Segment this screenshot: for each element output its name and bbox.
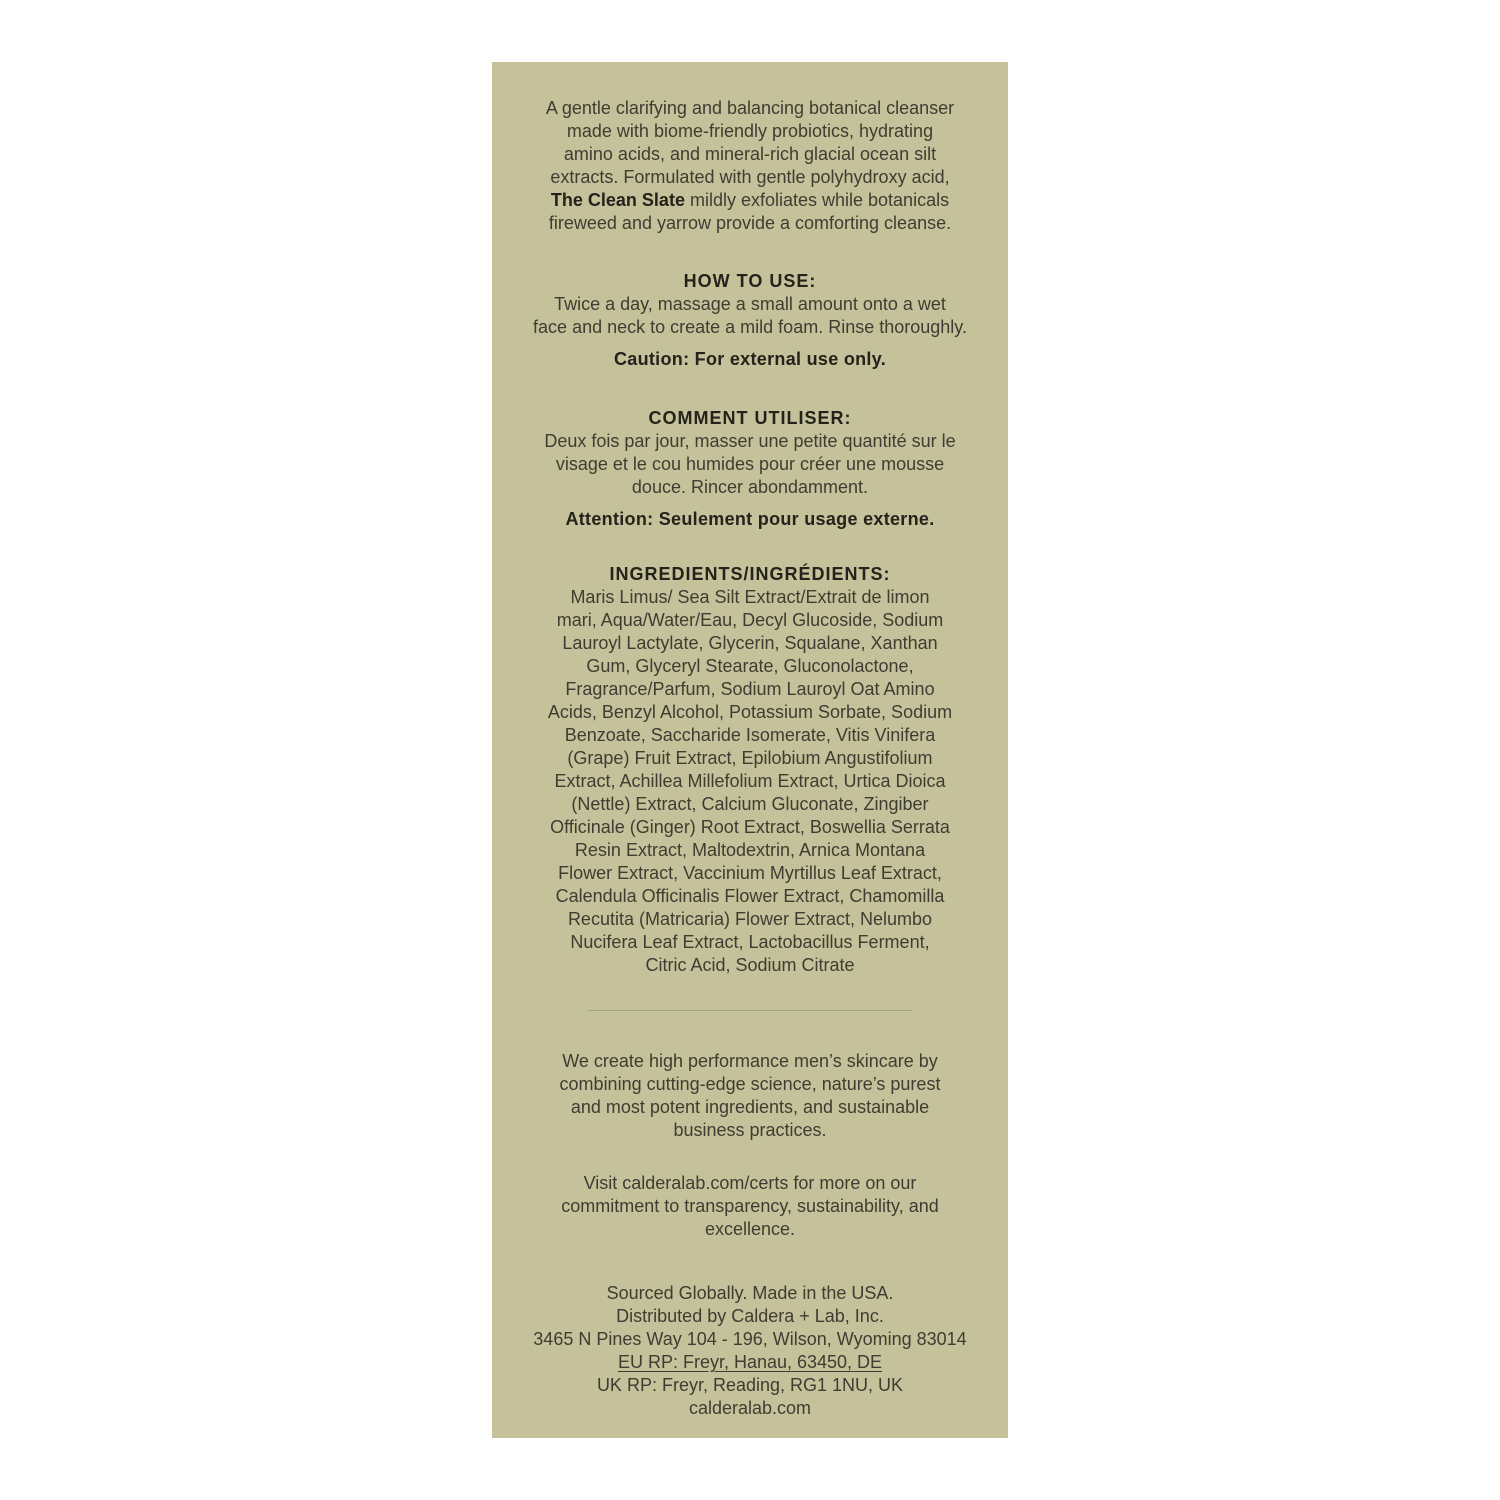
ingredients-list: Maris Limus/ Sea Silt Extract/Extrait de limon mari, Aqua/Water/Eau, Decyl Glucoside, Sodium Lauroyl Lactylate, Glycerin, Squalane, Xanthan Gum, Glyceryl Stearate, Gluconolactone, Fragrance/Parfum, Sodium Lauroyl Oat Amino Acids, Benzyl Alcohol, Potassium Sorbate, Sodium Benzoate, Saccharide Isomerate, Vitis Vinifera (Grape) Fruit Extract, Epilobium Angustifolium Extract, Achillea Millefolium Extract, Urtica Dioica (Nettle) Extract, Calcium Gluconate, Zingiber Officinale (Ginger) Root Extract, Boswellia Serrata Resin Extract, Maltodextrin, Arnica Montana Flower Extract, Vaccinium Myrtillus Leaf Extract, Calendula Officinalis Flower Extract, Chamomilla Recutita (Matricaria) Flower Extract, Nelumbo Nucifera Leaf Extract, Lactobacillus Ferment, Citric Acid, Sodium Citrate (547, 587, 953, 975)
mission-statement: We create high performance men’s skincare by combining cutting-edge science, nature’s purest and most potent ingredients, and sustainable business practices. (559, 1051, 941, 1140)
caution-note: Caution: For external use only. (613, 349, 886, 369)
product-back-label-panel (492, 62, 1008, 1438)
eu-rp-line: EU RP: Freyr, Hanau, 63450, DE (617, 1352, 883, 1372)
product-description (492, 97, 1008, 235)
product-description-line-bold (492, 189, 1008, 212)
ingredients-header: INGREDIENTS/INGRÉDIENTS: (609, 564, 891, 584)
attention-note: Attention: Seulement pour usage externe. (565, 509, 935, 529)
divider-line (588, 1010, 912, 1011)
comment-utiliser-body: Deux fois par jour, masser une petite quantité sur le visage et le cou humides pour créer une mousse douce. Rincer abondamment. (544, 431, 956, 497)
how-to-use-header: HOW TO USE: (683, 271, 817, 291)
how-to-use-body: Twice a day, massage a small amount onto a wet face and neck to create a mild foam. Rinse thoroughly. (533, 294, 967, 337)
product-description-last-line: fireweed and yarrow provide a comforting cleanse. (548, 213, 952, 233)
product-name: The Clean Slate (550, 190, 685, 210)
distributor-lines-bottom: UK RP: Freyr, Reading, RG1 1NU, UK calderalab.com (596, 1375, 904, 1418)
comment-utiliser-header: COMMENT UTILISER: (648, 408, 852, 428)
distributor-lines-top: Sourced Globally. Made in the USA. Distributed by Caldera + Lab, Inc. 3465 N Pines Way 104 - 196, Wilson, Wyoming 83014 (533, 1283, 967, 1349)
distributor-block (492, 1282, 1008, 1420)
certs-note: Visit calderalab.com/certs for more on our commitment to transparency, sustainability, and excellence. (561, 1173, 939, 1239)
product-description-line5-rest: mildly exfoliates while botanicals (684, 190, 950, 210)
product-description-lines: A gentle clarifying and balancing botanical cleanser made with biome-friendly probiotics, hydrating amino acids, and mineral-rich glacial ocean silt extracts. Formulated with gentle polyhydroxy acid, (545, 98, 955, 187)
